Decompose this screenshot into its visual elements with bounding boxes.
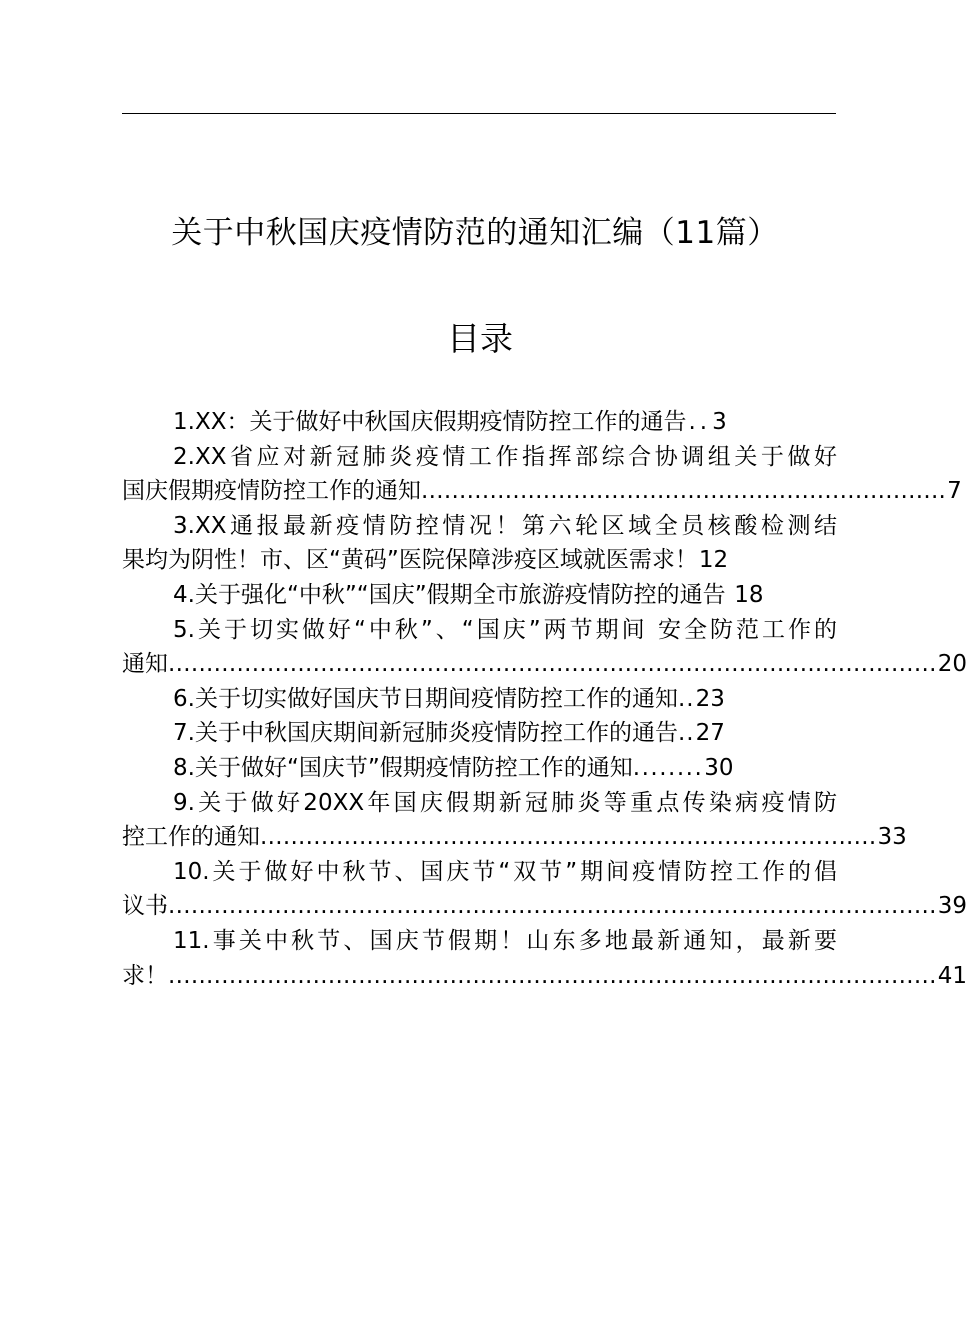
table-of-contents [122,405,967,993]
toc-entry-title-cont: 通知 [122,651,168,678]
toc-entry-4[interactable] [122,578,837,613]
toc-leader: ..................................................................................................... [168,893,937,920]
toc-entry-title: 2.XX省应对新冠肺炎疫情工作指挥部综合协调组关于做好 [173,443,837,470]
header-rule [122,113,836,114]
toc-entry-9[interactable] [122,786,907,855]
toc-leader: ..................................................................................................... [168,962,937,989]
toc-entry-1[interactable] [122,405,837,440]
toc-entry-title: 3.XX通报最新疫情防控情况！第六轮区域全员核酸检测结 [173,512,837,539]
toc-entry-title-cont: 求！ [122,962,168,989]
toc-leader [726,578,734,613]
toc-leader: .. [677,720,695,747]
toc-leader: .. [688,409,712,435]
toc-page-number: 33 [877,824,907,851]
toc-leader: ........ [632,754,704,781]
toc-page-number: 12 [698,547,729,574]
toc-page-number: 18 [734,581,764,608]
toc-heading: 目录 [447,319,513,358]
toc-entry-8[interactable] [122,751,837,786]
toc-leader: ..................................................................... [421,478,947,505]
toc-page-number: 30 [704,754,734,781]
toc-entry-3[interactable] [122,509,837,578]
toc-entry-title-cont: 议书 [122,893,168,920]
toc-entry-10[interactable] [122,855,967,924]
toc-entry-5[interactable] [122,613,967,682]
toc-entry-6[interactable] [122,682,837,717]
toc-leader: .. [677,685,695,712]
toc-page-number: 39 [937,893,967,920]
toc-page-number: 41 [937,962,967,989]
toc-leader: ................................................................................. [260,824,877,851]
toc-page-number: 27 [695,720,725,747]
toc-leader: ..................................................................................................... [168,651,937,678]
toc-page-number: 7 [947,478,962,505]
toc-entry-title-cont: 果均为阴性！市、区“黄码”医院保障涉疫区域就医需求！ [122,547,698,574]
toc-entry-title-cont: 国庆假期疫情防控工作的通知 [122,478,421,505]
toc-entry-title: 4.关于强化“中秋”“国庆”假期全市旅游疫情防控的通告 [173,581,726,608]
toc-entry-title: 11.事关中秋节、国庆节假期！山东多地最新通知，最新要 [173,927,837,954]
toc-entry-title: 10.关于做好中秋节、国庆节“双节”期间疫情防控工作的倡 [173,858,837,885]
toc-entry-title: 9.关于做好20XX年国庆假期新冠肺炎等重点传染病疫情防 [173,789,837,816]
toc-entry-title: 5.关于切实做好“中秋”、“国庆”两节期间 安全防范工作的 [173,616,837,643]
toc-entry-2[interactable] [122,440,962,509]
toc-entry-7[interactable] [122,716,837,751]
document-title: 关于中秋国庆疫情防范的通知汇编（11篇） [171,215,779,251]
toc-entry-title: 7.关于中秋国庆期间新冠肺炎疫情防控工作的通告 [173,720,678,747]
toc-page-number: 23 [695,685,725,712]
toc-page-number: 20 [937,651,967,678]
toc-entry-title-cont: 控工作的通知 [122,824,260,851]
toc-page-number: 3 [712,409,727,435]
toc-entry-title: 1.XX：关于做好中秋国庆假期疫情防控工作的通告 [173,409,687,435]
toc-entry-title: 8.关于做好“国庆节”假期疫情防控工作的通知 [173,754,633,781]
toc-entry-title: 6.关于切实做好国庆节日期间疫情防控工作的通知 [173,685,678,712]
toc-entry-11[interactable] [122,924,967,993]
